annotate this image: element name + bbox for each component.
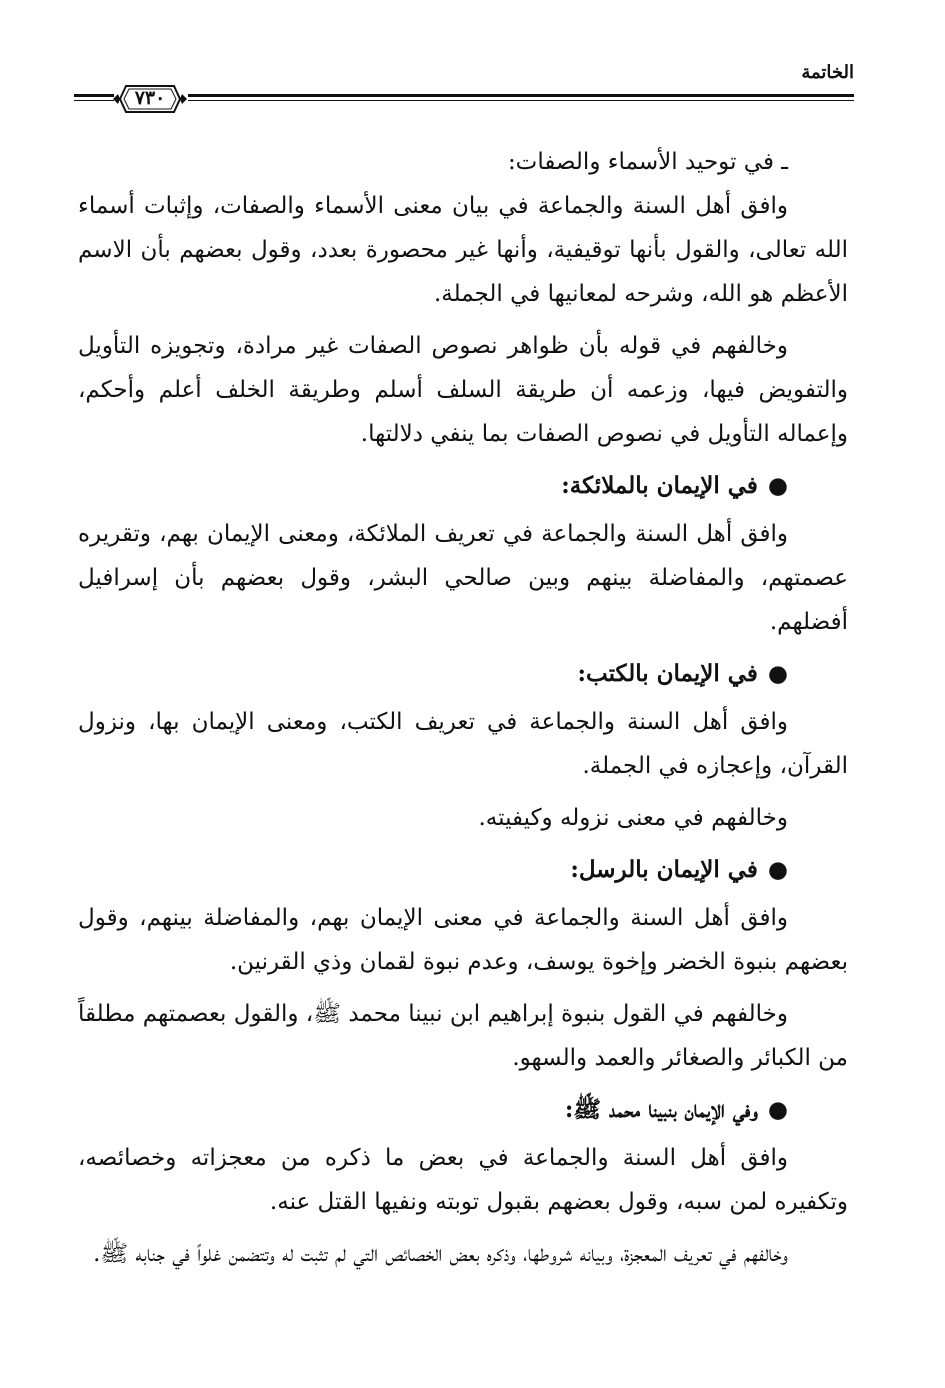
paragraph-books-disagreement: وخالفهم في معنى نزوله وكيفيته.: [478, 805, 788, 831]
paragraph-names-attributes-agreement: وافق أهل السنة والجماعة في بيان معنى الأسماء والصفات، وإثبات أسماء الله تعالى، والقول بأنها توقيفية، وأنها غير محصورة بعدد، وقول بعضهم بأن الاسم الأعظم هو الله، وشرحه لمعانيها في الجملة.: [78, 193, 848, 307]
paragraph-names-attributes-disagreement: وخالفهم في قوله بأن ظواهر نصوص الصفات غير مرادة، وتجويزه التأويل والتفويض فيها، وزعمه أن طريقة السلف أسلم وطريقة الخلف أعلم وأحكم، وإعماله التأويل في نصوص الصفات بما ينفي دلالتها.: [78, 333, 848, 447]
page-number-ornament: [112, 82, 188, 116]
chapter-title: الخاتمة: [801, 62, 854, 83]
heading-text: في الإيمان بالرسل:: [570, 856, 758, 883]
heading-text: في الإيمان بالكتب:: [577, 660, 758, 687]
paragraph-angels-agreement: وافق أهل السنة والجماعة في تعريف الملائكة، ومعنى الإيمان بهم، وتقريره عصمتهم، والمفاضلة بينهم وبين صالحي البشر، وقول بعضهم بأن إسرافيل أفضلهم.: [78, 521, 848, 635]
paragraph-prophet-agreement: وافق أهل السنة والجماعة في بعض ما ذكره من معجزاته وخصائصه، وتكفيره لمن سبه، وقول بعضهم بقبول توبته ونفيها القتل عنه.: [78, 1145, 848, 1215]
section-heading-messengers: [78, 848, 848, 892]
section-heading-books: [78, 652, 848, 696]
header-rule: [188, 94, 854, 97]
heading-text: وفي الإيمان بنبينا محمد ﷺ:: [564, 1096, 758, 1123]
header-rule-thin: [188, 100, 854, 101]
bullet-icon: ●: [767, 856, 788, 883]
paragraph-messengers-agreement: وافق أهل السنة والجماعة في معنى الإيمان بهم، والمفاضلة بينهم، وقول بعضهم بنبوة الخضر وإخوة يوسف، وعدم نبوة لقمان وذي القرنين.: [78, 905, 848, 975]
page-header: [60, 58, 888, 122]
heading-text: في الإيمان بالملائكة:: [561, 472, 758, 499]
section-title-names-attributes: ـ في توحيد الأسماء والصفات:: [507, 149, 788, 175]
header-rule-left-thin: [74, 100, 114, 101]
bullet-icon: ●: [767, 660, 788, 687]
bullet-icon: ●: [767, 1096, 788, 1123]
paragraph-prophet-disagreement: وخالفهم في تعريف المعجزة، وبيانه شروطها، وذكره بعض الخصائص التي لم تثبت له وتتضمن غلواً في جنابه ﷺ.: [93, 1241, 788, 1267]
bullet-icon: ●: [767, 472, 788, 499]
page-number: ٧٣٠: [134, 87, 166, 109]
header-rule-left: [74, 94, 114, 97]
page-content: [78, 140, 848, 1284]
paragraph-messengers-disagreement: وخالفهم في القول بنبوة إبراهيم ابن نبينا محمد ﷺ، والقول بعصمتهم مطلقاً من الكبائر والصغائر والعمد والسهو.: [78, 1001, 848, 1071]
section-heading-prophet: [78, 1088, 848, 1132]
paragraph-books-agreement: وافق أهل السنة والجماعة في تعريف الكتب، ومعنى الإيمان بها، ونزول القرآن، وإعجازه في الجملة.: [78, 709, 848, 779]
section-heading-angels: [78, 464, 848, 508]
